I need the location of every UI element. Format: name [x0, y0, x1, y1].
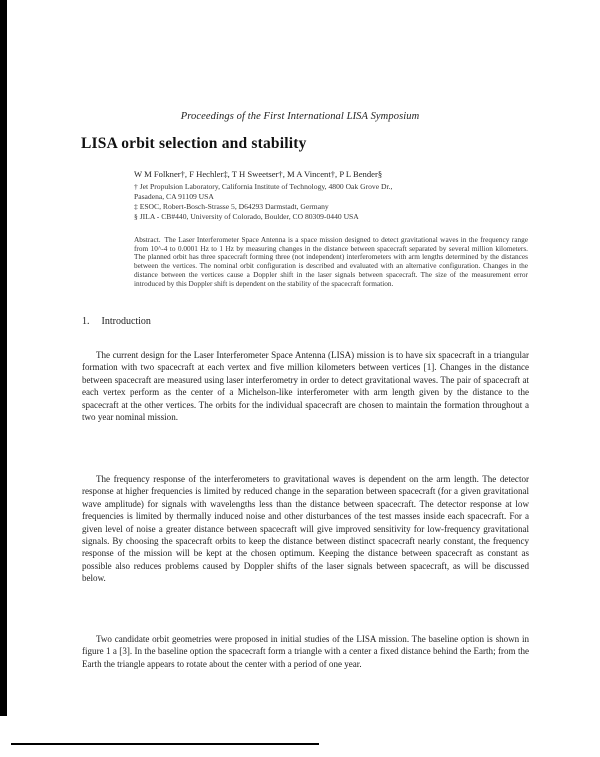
affiliation-line-1: † Jet Propulsion Laboratory, California Institute of Technology, 4800 Oak Grove Dr., [134, 182, 393, 191]
section-number: 1. [82, 316, 90, 327]
footnote-rule [11, 743, 319, 745]
paragraph-2 [82, 473, 529, 585]
paragraph-text: The current design for the Laser Interferometer Space Antenna (LISA) mission is to have six spacecraft in a triangular formation with two spacecraft at each vertex and five million kilometers between vertices [1]. Changes in the distance between spacecraft are measured using laser interferometry in order to detect gravitational waves. The pair of spacecraft at each vertex perform as the center of a Michelson-like interferometer with arm length given by the distance to the spacecraft at the other vertices. The orbits for the individual spacecraft are chosen to maintain the formation throughout a two year nominal mission. [82, 350, 529, 423]
author-list: W M Folkner†, F Hechler‡, T H Sweetser†, M A Vincent†, P L Bender§ [134, 169, 383, 179]
section-title: Introduction [101, 316, 151, 327]
paper-title: LISA orbit selection and stability [81, 135, 307, 152]
affiliation-line-4: § JILA - CB#440, University of Colorado, Boulder, CO 80309-0440 USA [134, 212, 359, 221]
paragraph-text: The frequency response of the interferometers to gravitational waves is dependent on the arm length. The detector response at higher frequencies is limited by reduced change in the separation between spacecraft (for a given gravitational wave amplitude) for signals with wavelengths less than the distance between spacecraft. The detector response at low frequencies is limited by thermally induced noise and other disturbances of the test masses inside each spacecraft. For a given level of noise a greater distance between spacecraft will give improved sensitivity for low-frequency gravitational signals. By choosing the spacecraft orbits to keep the distance between distinct spacecraft nearly constant, the frequency response of the mission will be kept at the chosen optimum. Keeping the distance between spacecraft as constant as possible also reduces problems caused by Doppler shifts of the laser signals between spacecraft, as will be discussed below. [82, 474, 529, 584]
affiliation-line-3: ‡ ESOC, Robert-Bosch-Strasse 5, D64293 Darmstadt, Germany [134, 202, 329, 211]
proceedings-header: Proceedings of the First International LISA Symposium [180, 111, 420, 122]
paragraph-3 [82, 633, 529, 670]
paragraph-1 [82, 349, 529, 423]
section-heading [82, 316, 151, 327]
abstract-label: Abstract. [134, 235, 161, 244]
left-margin-bar [0, 0, 7, 716]
paragraph-text: Two candidate orbit geometries were proposed in initial studies of the LISA mission. The baseline option is shown in figure 1 a [3]. In the baseline option the spacecraft form a triangle with a center a fixed distance behind the Earth; from the Earth the triangle appears to rotate about the center with a period of one year. [82, 634, 529, 669]
abstract-text: The Laser Interferometer Space Antenna is a space mission designed to detect gravitational waves in the frequency range from 10^-4 to 0.0001 Hz to 1 Hz by measuring changes in the distance between spacecraft separated by several million kilometers. The planned orbit has three spacecraft forming three (not independent) interferometers with arm lengths determined by the distances between the vertices. The nominal orbit configuration is described and evaluated with an alternative configuration. Changes in the distance between the vertices cause a Doppler shift in the laser signals between spacecraft. The size of the measurement error introduced by this Doppler shift is dependent on the stability of the spacecraft formation. [134, 235, 528, 288]
affiliation-line-2: Pasadena, CA 91109 USA [134, 192, 214, 201]
abstract [134, 236, 528, 288]
